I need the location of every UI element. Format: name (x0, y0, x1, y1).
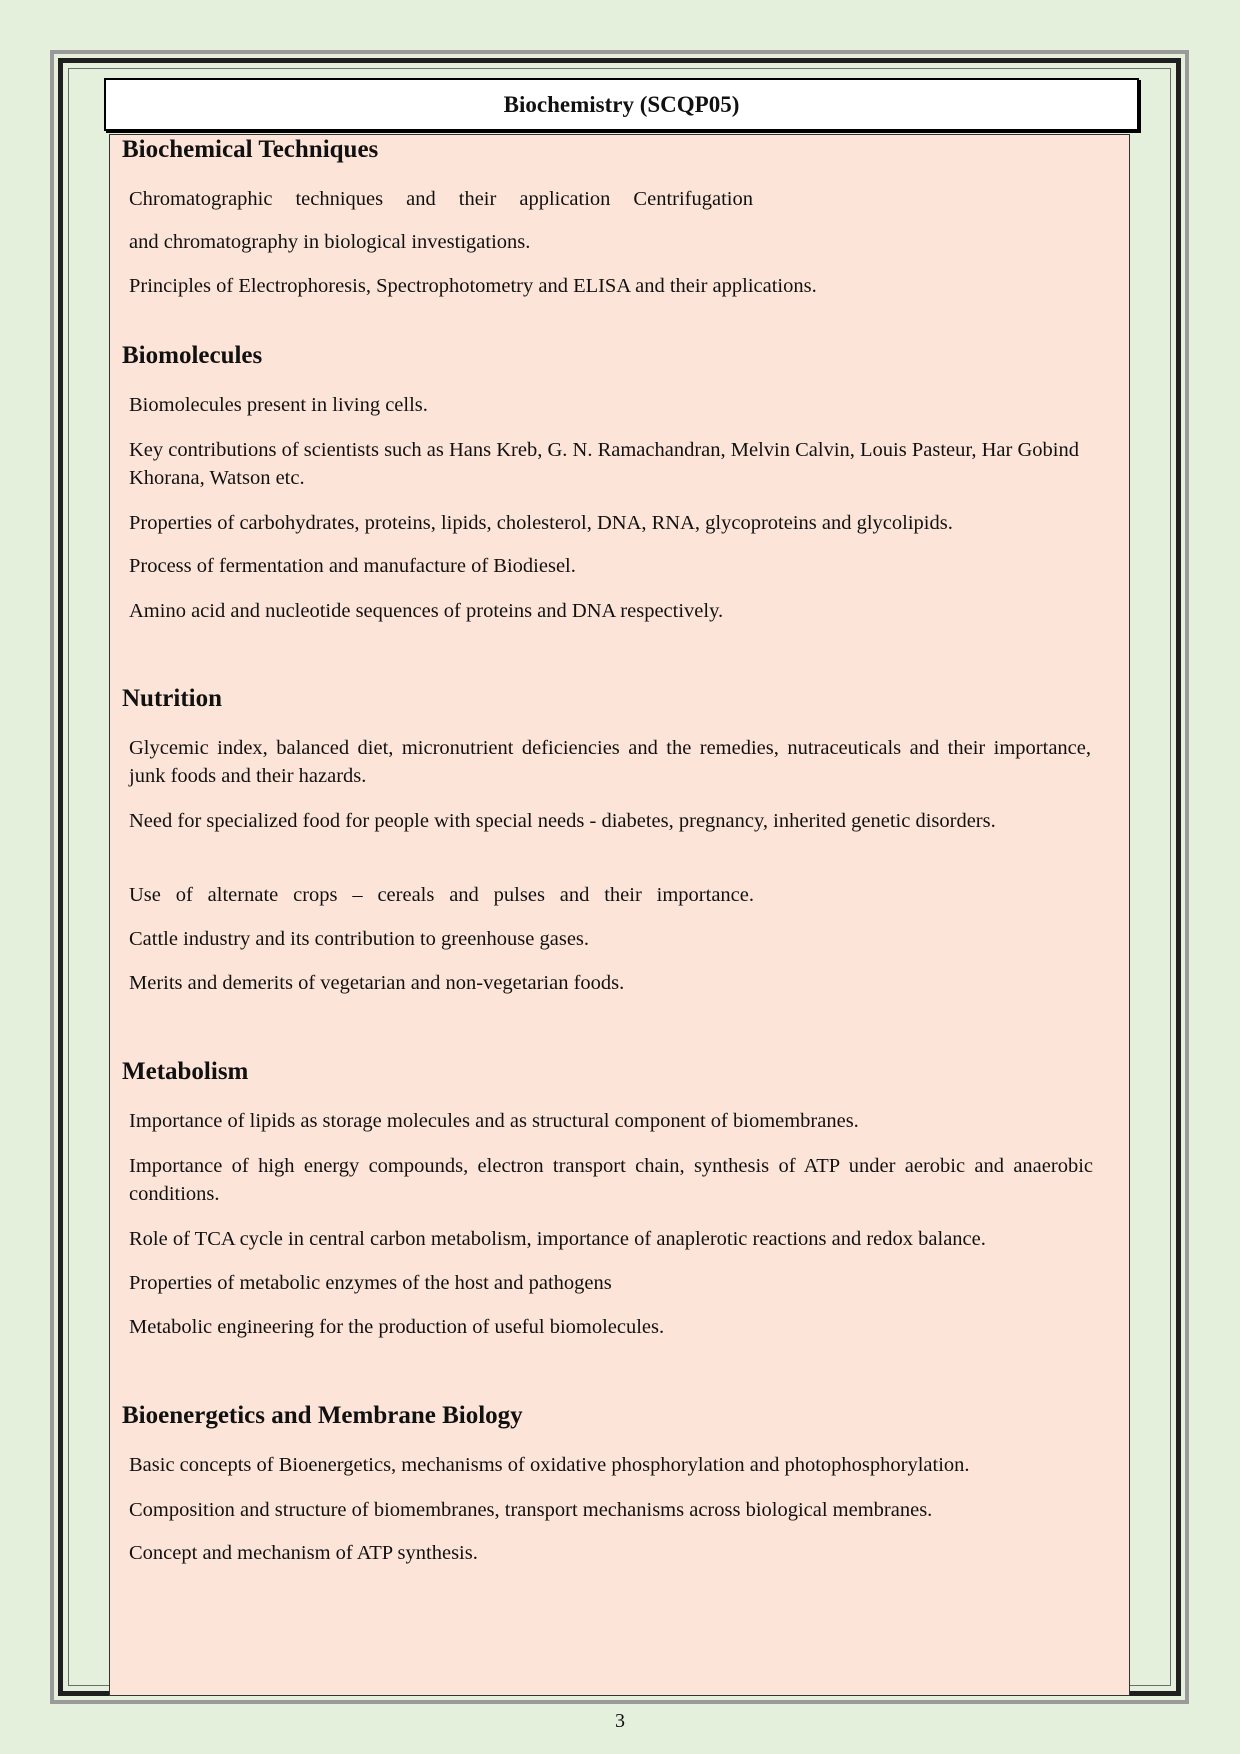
topic-item: Composition and structure of biomembranes, transport mechanisms across biological membranes. (129, 1499, 933, 1521)
topic-item: Key contributions of scientists such as Hans Kreb, G. N. Ramachandran, Melvin Calvin, Louis Pasteur, Har Gobind Khorana, Watson etc. (129, 439, 1079, 489)
topic-item: Use of alternate crops – cereals and pulses and their importance. (129, 884, 754, 906)
topic-item: Basic concepts of Bioenergetics, mechanisms of oxidative phosphorylation and photophosphorylation. (129, 1454, 970, 1476)
topic-item: and chromatography in biological investigations. (129, 231, 531, 253)
topic-item: Biomolecules present in living cells. (129, 394, 428, 416)
section-heading-nutrition: Nutrition (122, 685, 222, 712)
topic-item: Process of fermentation and manufacture of Biodiesel. (129, 555, 576, 577)
section-heading-biochemical-techniques: Biochemical Techniques (122, 136, 379, 163)
topic-item: Properties of metabolic enzymes of the host and pathogens (129, 1272, 612, 1294)
topic-item: Concept and mechanism of ATP synthesis. (129, 1542, 478, 1564)
section-heading-bioenergetics-membrane-biology: Bioenergetics and Membrane Biology (122, 1402, 523, 1429)
topic-item: Glycemic index, balanced diet, micronutrient deficiencies and the remedies, nutraceuticals and their importance, junk foods and their hazards. (129, 737, 1091, 787)
topic-item: Role of TCA cycle in central carbon metabolism, importance of anaplerotic reactions and redox balance. (129, 1228, 986, 1250)
page-title: Biochemistry (SCQP05) (503, 91, 740, 117)
topic-item: Importance of lipids as storage molecules and as structural component of biomembranes. (129, 1110, 859, 1132)
topic-item: Importance of high energy compounds, electron transport chain, synthesis of ATP under aerobic and anaerobic conditions. (129, 1155, 1093, 1205)
page-number: 3 (615, 1710, 625, 1732)
topic-item: Merits and demerits of vegetarian and non-vegetarian foods. (129, 972, 625, 994)
topic-item: Amino acid and nucleotide sequences of proteins and DNA respectively. (129, 600, 724, 622)
topic-item: Chromatographic techniques and their application Centrifugation (129, 188, 753, 210)
section-heading-metabolism: Metabolism (122, 1058, 249, 1085)
section-heading-biomolecules: Biomolecules (122, 342, 263, 369)
syllabus-content (109, 134, 1130, 1696)
topic-item: Principles of Electrophoresis, Spectrophotometry and ELISA and their applications. (129, 275, 817, 297)
topic-item: Metabolic engineering for the production of useful biomolecules. (129, 1316, 665, 1338)
topic-item: Properties of carbohydrates, proteins, lipids, cholesterol, DNA, RNA, glycoproteins and glycolipids. (129, 512, 953, 534)
topic-item: Cattle industry and its contribution to greenhouse gases. (129, 928, 590, 950)
page-title-box (104, 78, 1139, 131)
topic-item: Need for specialized food for people with special needs - diabetes, pregnancy, inherited genetic disorders. (129, 810, 996, 832)
